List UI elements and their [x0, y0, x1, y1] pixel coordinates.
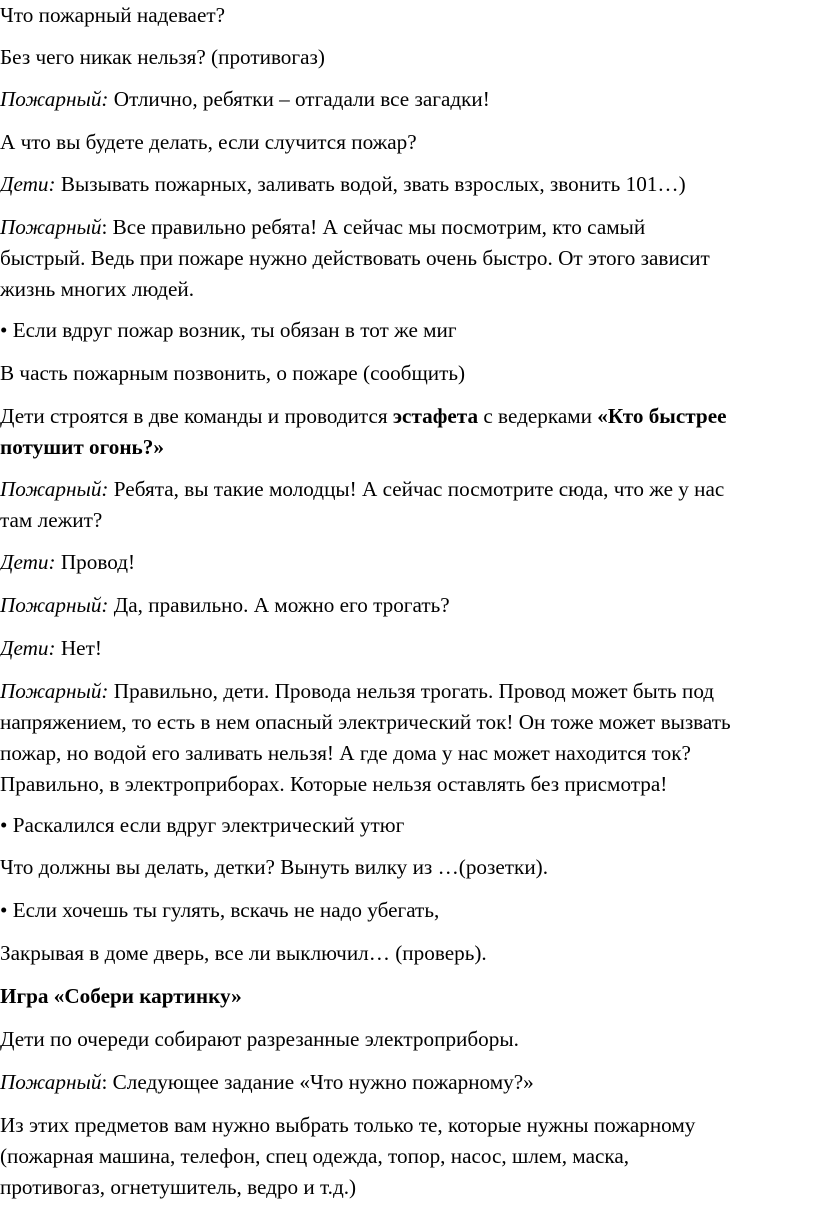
- line-text: Ребята, вы такие молодцы! А сейчас посмотрите сюда, что же у нас: [108, 477, 725, 501]
- paragraph-text: Дети по очереди собирают разрезанные электроприборы.: [0, 1027, 519, 1051]
- paragraph-line: быстрый. Ведь при пожаре нужно действовать очень быстро. От этого зависит: [0, 246, 710, 270]
- paragraph-text: Закрывая в доме дверь, все ли выключил… (проверь).: [0, 941, 487, 965]
- paragraph-4: [0, 127, 816, 158]
- paragraph-7: [0, 315, 816, 346]
- paragraph-line: [0, 212, 816, 243]
- paragraph-line: [0, 474, 816, 505]
- paragraph-text: • Если вдруг пожар возник, ты обязан в тот же миг: [0, 318, 457, 342]
- paragraph-13: [0, 633, 816, 664]
- paragraph-21: [0, 1067, 816, 1098]
- paragraph-text: Без чего никак нельзя? (противогаз): [0, 45, 325, 69]
- paragraph-16: [0, 852, 816, 883]
- speaker-label: Дети:: [0, 550, 56, 574]
- paragraph-text: Нет!: [55, 636, 102, 660]
- text-part: с ведерками: [478, 404, 598, 428]
- paragraph-20: [0, 1024, 816, 1055]
- paragraph-22: [0, 1110, 816, 1203]
- speaker-label: Дети:: [0, 172, 56, 196]
- paragraph-text: Что должны вы делать, детки? Вынуть вилку из …(розетки).: [0, 855, 549, 879]
- bold-title: «Кто быстрее: [597, 404, 727, 428]
- paragraph-14: [0, 676, 816, 800]
- paragraph-line: Правильно, в электроприборах. Которые нельзя оставлять без присмотра!: [0, 772, 668, 796]
- paragraph-line: [0, 401, 816, 432]
- text-part: Дети строятся в две команды и проводится: [0, 404, 393, 428]
- heading-text: Игра «Собери картинку»: [0, 984, 242, 1008]
- paragraph-8: [0, 358, 816, 389]
- paragraph-text: • Если хочешь ты гулять, вскачь не надо убегать,: [0, 898, 440, 922]
- bold-term: эстафета: [392, 404, 479, 428]
- paragraph-line: жизнь многих людей.: [0, 277, 195, 301]
- paragraph-5: [0, 169, 816, 200]
- speaker-label: Пожарный:: [0, 679, 109, 703]
- paragraph-2: [0, 42, 816, 73]
- paragraph-line: пожар, но водой его заливать нельзя! А где дома у нас может находится ток?: [0, 741, 691, 765]
- paragraph-11: [0, 547, 816, 578]
- paragraph-12: [0, 590, 816, 621]
- paragraph-9: [0, 401, 816, 463]
- paragraph-text: Что пожарный надевает?: [0, 3, 226, 27]
- bold-title-continuation: потушит огонь?»: [0, 435, 164, 459]
- paragraph-line: противогаз, огнетушитель, ведро и т.д.): [0, 1175, 357, 1199]
- paragraph-text: В часть пожарным позвонить, о пожаре (сообщить): [0, 361, 466, 385]
- paragraph-line: там лежит?: [0, 508, 103, 532]
- speaker-label: Пожарный:: [0, 87, 109, 111]
- line-text: : Все правильно ребята! А сейчас мы посмотрим, кто самый: [101, 215, 646, 239]
- speaker-label: Пожарный: [0, 215, 102, 239]
- paragraph-10: [0, 474, 816, 536]
- paragraph-text: Отлично, ребятки – отгадали все загадки!: [108, 87, 490, 111]
- paragraph-6: [0, 212, 816, 305]
- paragraph-text: • Раскалился если вдруг электрический утюг: [0, 813, 405, 837]
- paragraph-text: Провод!: [55, 550, 136, 574]
- speaker-label: Пожарный:: [0, 593, 109, 617]
- paragraph-line: напряжением, то есть в нем опасный электрический ток! Он тоже может вызвать: [0, 710, 731, 734]
- paragraph-text: : Следующее задание «Что нужно пожарному?»: [101, 1070, 534, 1094]
- paragraph-18: [0, 938, 816, 969]
- paragraph-1: [0, 0, 816, 31]
- speaker-label: Пожарный:: [0, 477, 109, 501]
- paragraph-3: [0, 84, 816, 115]
- paragraph-line: (пожарная машина, телефон, спец одежда, топор, насос, шлем, маска,: [0, 1144, 630, 1168]
- section-heading: [0, 981, 816, 1012]
- paragraph-line: [0, 676, 816, 707]
- line-text: Правильно, дети. Провода нельзя трогать. Провод может быть под: [108, 679, 715, 703]
- paragraph-17: [0, 895, 816, 926]
- paragraph-15: [0, 810, 816, 841]
- paragraph-text: Вызывать пожарных, заливать водой, звать взрослых, звонить 101…): [55, 172, 686, 196]
- speaker-label: Пожарный: [0, 1070, 102, 1094]
- paragraph-text: Да, правильно. А можно его трогать?: [108, 593, 450, 617]
- paragraph-line: Из этих предметов вам нужно выбрать только те, которые нужны пожарному: [0, 1113, 696, 1137]
- paragraph-text: А что вы будете делать, если случится пожар?: [0, 130, 417, 154]
- speaker-label: Дети:: [0, 636, 56, 660]
